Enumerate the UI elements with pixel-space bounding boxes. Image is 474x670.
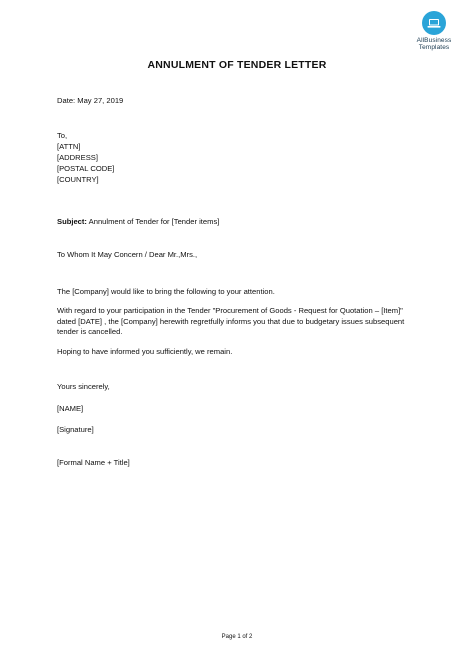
letter-date: Date: May 27, 2019 (57, 96, 124, 105)
address-attn: [ATTN] (57, 142, 81, 151)
letter-title: ANNULMENT OF TENDER LETTER (147, 59, 327, 71)
body-paragraph-2: With regard to your participation in the Tender "Procurement of Goods - Request for Quotation – [Item]" dated [DATE] , the [Company] herewith regretfully informs you that due to budgetary issues subsequent tender is cancelled. (57, 306, 405, 336)
subject-text: Annulment of Tender for [Tender items] (86, 217, 220, 226)
salutation: To Whom It May Concern / Dear Mr.,Mrs., (57, 250, 198, 259)
subject-label: Subject: (57, 217, 87, 226)
laptop-icon (422, 11, 446, 35)
body-paragraph-1: The [Company] would like to bring the following to your attention. (57, 287, 275, 296)
closing-yours-sincerely: Yours sincerely, (57, 382, 110, 391)
address-to: To, (57, 131, 68, 140)
logo-text-line1: AllBusiness (416, 37, 452, 44)
closing-name: [NAME] (57, 404, 84, 413)
address-street: [ADDRESS] (57, 153, 98, 162)
closing-signature: [Signature] (57, 425, 94, 434)
subject-line (57, 217, 219, 228)
closing-formal-name-title: [Formal Name + Title] (57, 458, 130, 467)
body-paragraph-3: Hoping to have informed you sufficiently, we remain. (57, 347, 233, 356)
address-country: [COUNTRY] (57, 175, 99, 184)
allbusiness-logo (408, 11, 460, 51)
logo-text-line2: Templates (418, 44, 450, 51)
page-number: Page 1 of 2 (221, 634, 253, 640)
address-postal-code: [POSTAL CODE] (57, 164, 115, 173)
